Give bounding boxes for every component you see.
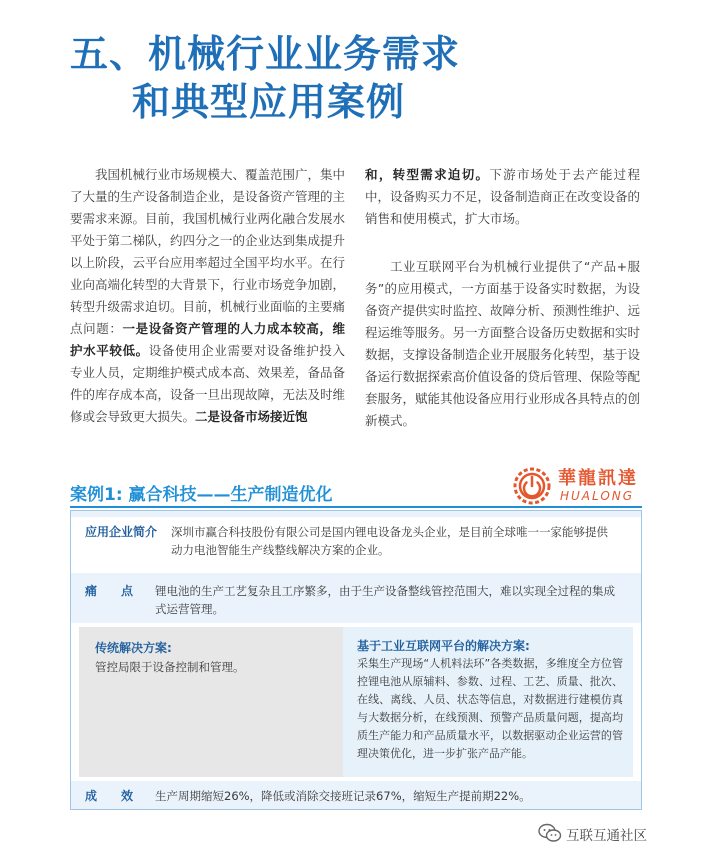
traditional-solution-text: 管控局限于设备控制和管理。 [95, 660, 245, 674]
company-intro-label: 应用企业简介 [85, 525, 158, 539]
paragraph-text: 我国机械行业市场规模大、覆盖范围广，集中了大量的生产设备制造企业，是设备资产管理的主要需求来源。目前，我国机械行业两化融合发展水平处于第二梯队，约四分之一的企业达到集成提升以上阶段，云平台应用率超过全国平均水平。在行业向高端化转型的大背景下，行业市场竞争加剧，转型升级需求迫切。目前，机械行业面临的主要痛点问题： [70, 167, 346, 336]
case-title: 案例1: 赢合科技——生产制造优化 [70, 485, 333, 505]
case-box [70, 510, 642, 810]
pain-point-text: 锂电池的生产工艺复杂且工序繁多，由于生产设备整线管控范围大，难以实现全过程的集成式运营管理。 [155, 584, 615, 616]
body-column-left [70, 164, 345, 428]
body-paragraph [365, 164, 640, 230]
paragraph-text: 下游市场处于去产能过程中，设备购买力不足，设备制造商正在改变设备的销售和使用模式，扩大市场。 [365, 167, 641, 226]
company-intro-row [71, 517, 641, 573]
logo-english-name: HUALONG [560, 489, 635, 503]
traditional-solution-title: 传统解决方案: [95, 641, 172, 655]
traditional-solution [79, 627, 369, 777]
result-row [71, 783, 641, 809]
emphasis-text: 一是设备资产管理的人力成本较高，维护水平较低。 [70, 321, 345, 358]
iiot-solution-title: 基于工业互联网平台的解决方案: [357, 639, 530, 653]
solution-area [71, 623, 641, 781]
body-paragraph [70, 164, 345, 428]
logo-chinese-name: 華龍訊達 [558, 468, 638, 489]
pain-point-label: 痛 点 [85, 584, 134, 598]
case-header [70, 468, 642, 508]
hualong-logo [512, 462, 642, 508]
iiot-solution [343, 627, 633, 777]
emphasis-text: 二是设备市场接近饱 [195, 409, 308, 424]
power-gear-icon [512, 466, 552, 506]
emphasis-text: 和，转型需求迫切。 [365, 167, 490, 182]
paragraph-text: 设备使用企业需要对设备维护投入专业人员，定期维护模式成本高、效果差，备品备件的库存成本高，设备一旦出现故障，无法及时维修或会导致更大损失。 [70, 343, 346, 424]
footer-watermark [538, 820, 698, 848]
result-text: 生产周期缩短26%，降低或消除交接班记录67%，缩短生产提前期22%。 [155, 789, 531, 803]
footer-brand: 互联互通社区 [566, 828, 647, 844]
body-column-right [365, 164, 640, 432]
page-title-line-1: 五、机械行业业务需求 [70, 32, 461, 76]
body-paragraph: 工业互联网平台为机械行业提供了“产品+服务”的应用模式，一方面基于设备实时数据，为设备资产提供实时监控、故障分析、预测性维护、远程运维等服务。另一方面整合设备历史数据和实时数据，支撑设备制造企业开展服务化转型，基于设备运行数据探索高价值设备的贷后管理、保险等配套服务，赋能其他设备应用行业形成各具特点的创新模式。 [365, 259, 641, 428]
company-intro-text: 深圳市赢合科技股份有限公司是国内锂电设备龙头企业，是目前全球唯一一家能够提供动力电池智能生产线整线解决方案的企业。 [171, 525, 608, 557]
wechat-icon [538, 822, 562, 844]
result-label: 成 效 [85, 789, 134, 803]
pain-point-row [71, 577, 641, 623]
iiot-solution-text: 采集生产现场“人机料法环”各类数据，多维度全方位管控锂电池从原辅料、参数、过程、工艺、质量、批次、在线、离线、人员、状态等信息，对数据进行建模仿真与大数据分析，在线预测、预警产品质量问题，提高均质生产能力和产品质量水平，以数据驱动企业运营的管理决策优化，进一步扩张产品产能。 [357, 657, 623, 760]
page-title-line-2: 和典型应用案例 [132, 80, 406, 124]
page-title [70, 30, 630, 126]
case-divider [70, 506, 642, 508]
